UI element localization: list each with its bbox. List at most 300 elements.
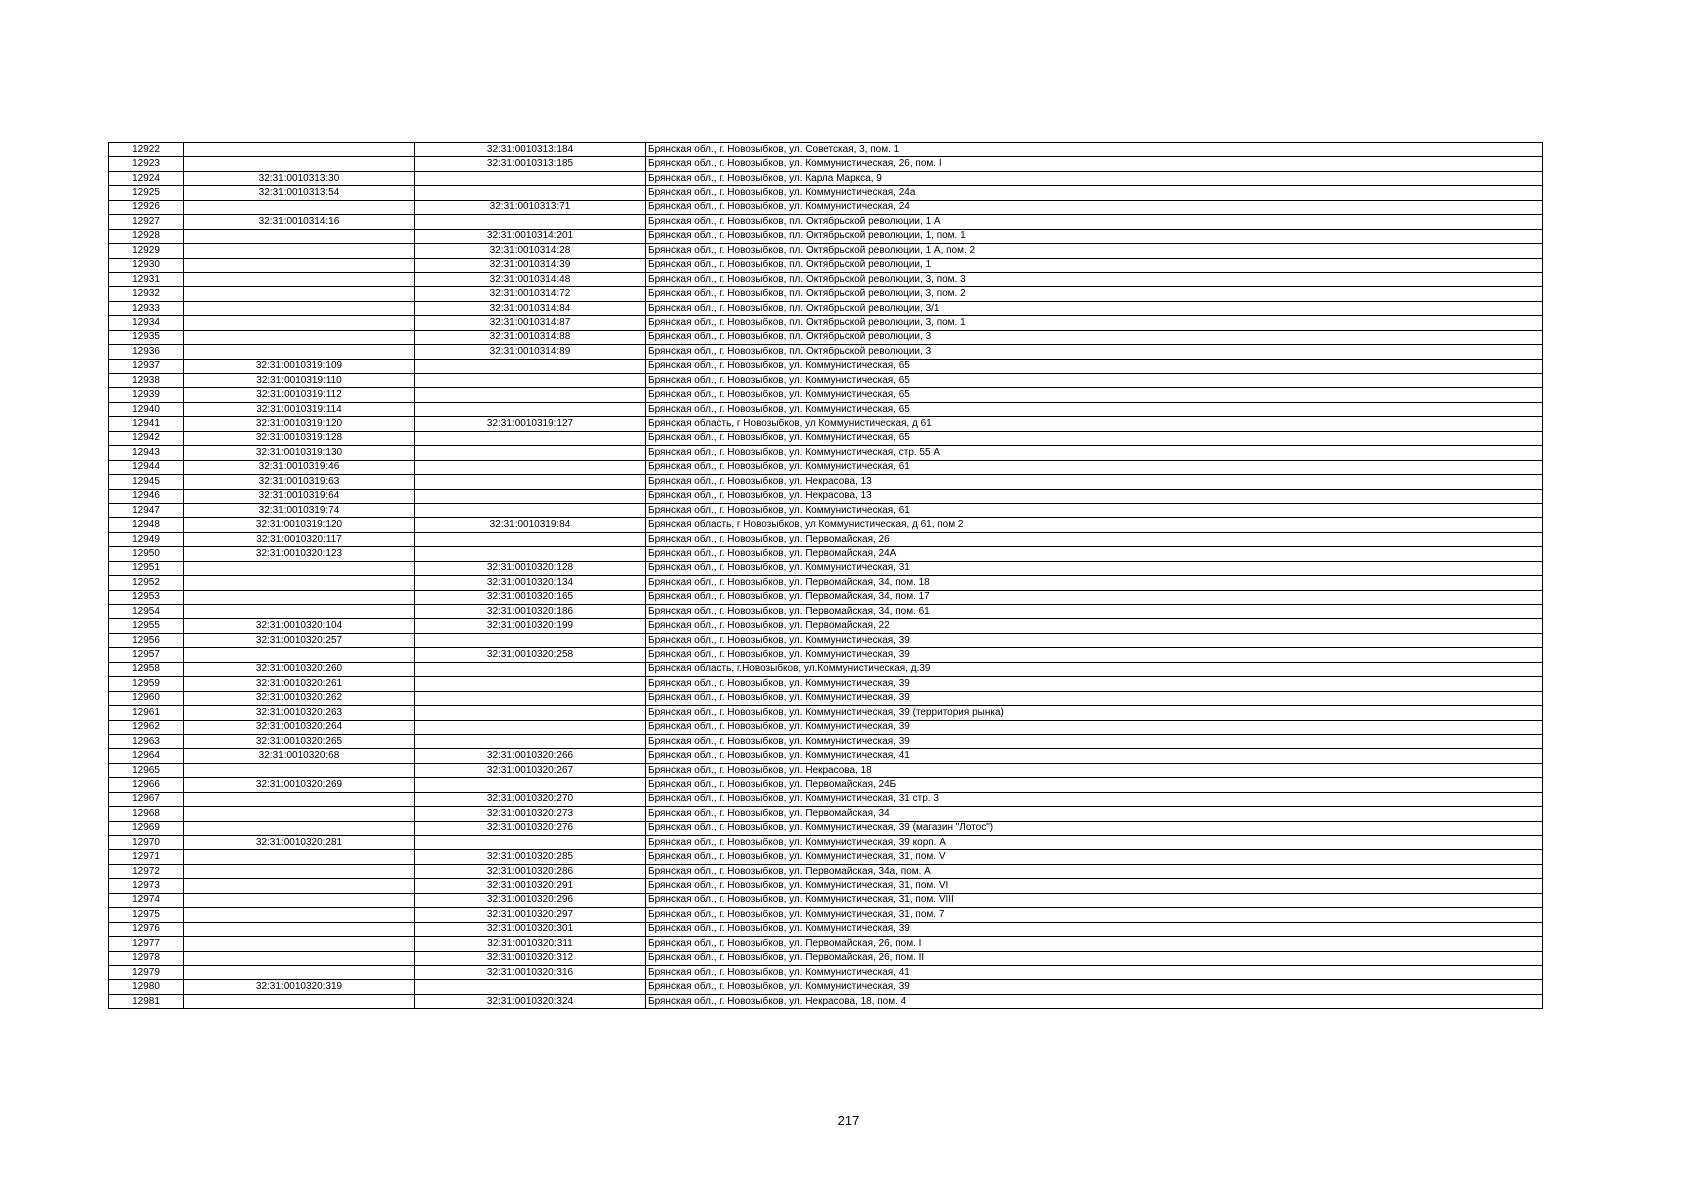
cadastral-number-b-cell: 32:31:0010320:324 (415, 994, 646, 1008)
cadastral-number-b-cell (415, 446, 646, 460)
cadastral-number-b-cell (415, 475, 646, 489)
cadastral-number-a-cell (184, 908, 415, 922)
cadastral-number-a-cell (184, 157, 415, 171)
row-number-cell: 12955 (109, 619, 184, 633)
row-number-cell: 12926 (109, 200, 184, 214)
row-number-cell: 12939 (109, 388, 184, 402)
table-row (109, 807, 1543, 821)
cadastral-number-a-cell (184, 258, 415, 272)
address-cell: Брянская обл., г. Новозыбков, пл. Октябрьской революции, 3 (646, 330, 1543, 344)
row-number-cell: 12946 (109, 489, 184, 503)
cadastral-number-a-cell (184, 272, 415, 286)
cadastral-number-b-cell: 32:31:0010320:266 (415, 749, 646, 763)
cadastral-number-b-cell: 32:31:0010314:87 (415, 316, 646, 330)
cadastral-number-b-cell: 32:31:0010320:273 (415, 807, 646, 821)
address-cell: Брянская обл., г. Новозыбков, ул. Коммунистическая, 61 (646, 503, 1543, 517)
cadastral-number-a-cell: 32:31:0010320:265 (184, 734, 415, 748)
cadastral-number-b-cell: 32:31:0010314:89 (415, 345, 646, 359)
row-number-cell: 12941 (109, 417, 184, 431)
address-cell: Брянская обл., г. Новозыбков, ул. Коммунистическая, 65 (646, 431, 1543, 445)
table-row (109, 850, 1543, 864)
table-row (109, 677, 1543, 691)
address-cell: Брянская обл., г. Новозыбков, ул. Некрасова, 18, пом. 4 (646, 994, 1543, 1008)
cadastral-number-b-cell (415, 778, 646, 792)
cadastral-number-b-cell (415, 662, 646, 676)
row-number-cell: 12936 (109, 345, 184, 359)
cadastral-number-a-cell (184, 807, 415, 821)
address-cell: Брянская обл., г. Новозыбков, ул. Первомайская, 34, пом. 17 (646, 590, 1543, 604)
cadastral-number-a-cell (184, 951, 415, 965)
cadastral-number-b-cell: 32:31:0010313:185 (415, 157, 646, 171)
table-row (109, 388, 1543, 402)
table-row (109, 460, 1543, 474)
cadastral-number-a-cell: 32:31:0010319:120 (184, 518, 415, 532)
cadastral-number-a-cell: 32:31:0010319:46 (184, 460, 415, 474)
table-row (109, 301, 1543, 315)
table-row (109, 417, 1543, 431)
cadastral-number-a-cell: 32:31:0010320:257 (184, 633, 415, 647)
cadastral-number-b-cell (415, 402, 646, 416)
address-cell: Брянская область, г Новозыбков, ул Коммунистическая, д 61 (646, 417, 1543, 431)
address-cell: Брянская обл., г. Новозыбков, ул. Первомайская, 22 (646, 619, 1543, 633)
row-number-cell: 12975 (109, 908, 184, 922)
table-row (109, 706, 1543, 720)
address-cell: Брянская обл., г. Новозыбков, ул. Коммунистическая, 65 (646, 374, 1543, 388)
table-row (109, 402, 1543, 416)
table-row (109, 864, 1543, 878)
table-row (109, 272, 1543, 286)
address-cell: Брянская обл., г. Новозыбков, ул. Коммунистическая, 61 (646, 460, 1543, 474)
table-row (109, 965, 1543, 979)
cadastral-number-b-cell (415, 691, 646, 705)
row-number-cell: 12960 (109, 691, 184, 705)
address-cell: Брянская обл., г. Новозыбков, пл. Октябрьской революции, 1, пом. 1 (646, 229, 1543, 243)
cadastral-number-a-cell: 32:31:0010313:54 (184, 186, 415, 200)
cadastral-number-b-cell: 32:31:0010319:127 (415, 417, 646, 431)
cadastral-number-a-cell (184, 229, 415, 243)
address-cell: Брянская обл., г. Новозыбков, ул. Коммунистическая, 39 (646, 980, 1543, 994)
table-row (109, 431, 1543, 445)
row-number-cell: 12962 (109, 720, 184, 734)
table-row (109, 229, 1543, 243)
row-number-cell: 12947 (109, 503, 184, 517)
cadastral-number-a-cell (184, 287, 415, 301)
row-number-cell: 12938 (109, 374, 184, 388)
cadastral-number-a-cell: 32:31:0010320:68 (184, 749, 415, 763)
row-number-cell: 12945 (109, 475, 184, 489)
page-number: 217 (837, 1113, 860, 1128)
row-number-cell: 12934 (109, 316, 184, 330)
table-row (109, 186, 1543, 200)
cadastral-number-a-cell: 32:31:0010314:16 (184, 215, 415, 229)
table-row (109, 374, 1543, 388)
cadastral-number-a-cell (184, 143, 415, 157)
table-row (109, 171, 1543, 185)
cadastral-number-b-cell: 32:31:0010320:134 (415, 576, 646, 590)
table-row (109, 359, 1543, 373)
address-cell: Брянская обл., г. Новозыбков, ул. Коммунистическая, 31, пом. VI (646, 879, 1543, 893)
row-number-cell: 12932 (109, 287, 184, 301)
row-number-cell: 12967 (109, 792, 184, 806)
cadastral-number-a-cell (184, 330, 415, 344)
table-row (109, 489, 1543, 503)
address-cell: Брянская обл., г. Новозыбков, ул. Коммунистическая, 65 (646, 388, 1543, 402)
cadastral-number-a-cell (184, 994, 415, 1008)
cadastral-number-a-cell (184, 922, 415, 936)
address-cell: Брянская обл., г. Новозыбков, ул. Коммунистическая, 39 (646, 648, 1543, 662)
table-row (109, 633, 1543, 647)
cadastral-number-b-cell (415, 489, 646, 503)
cadastral-number-b-cell: 32:31:0010320:276 (415, 821, 646, 835)
cadastral-number-b-cell: 32:31:0010314:84 (415, 301, 646, 315)
address-cell: Брянская обл., г. Новозыбков, ул. Коммунистическая, 31, пом. VIII (646, 893, 1543, 907)
address-cell: Брянская обл., г. Новозыбков, ул. Коммунистическая, 39 (646, 720, 1543, 734)
table-row (109, 720, 1543, 734)
row-number-cell: 12949 (109, 532, 184, 546)
table-row (109, 200, 1543, 214)
cadastral-number-a-cell: 32:31:0010319:112 (184, 388, 415, 402)
cadastral-number-a-cell: 32:31:0010319:120 (184, 417, 415, 431)
row-number-cell: 12944 (109, 460, 184, 474)
row-number-cell: 12958 (109, 662, 184, 676)
table-row (109, 763, 1543, 777)
cadastral-number-b-cell (415, 460, 646, 474)
cadastral-number-b-cell: 32:31:0010320:186 (415, 605, 646, 619)
row-number-cell: 12924 (109, 171, 184, 185)
cadastral-number-b-cell (415, 431, 646, 445)
table-row (109, 561, 1543, 575)
row-number-cell: 12957 (109, 648, 184, 662)
cadastral-number-a-cell (184, 576, 415, 590)
cadastral-number-b-cell (415, 547, 646, 561)
cadastral-number-a-cell (184, 937, 415, 951)
table-row (109, 316, 1543, 330)
address-cell: Брянская обл., г. Новозыбков, ул. Коммунистическая, 39 (территория рынка) (646, 706, 1543, 720)
cadastral-number-a-cell: 32:31:0010319:110 (184, 374, 415, 388)
table-row (109, 922, 1543, 936)
cadastral-number-a-cell: 32:31:0010313:30 (184, 171, 415, 185)
row-number-cell: 12942 (109, 431, 184, 445)
row-number-cell: 12928 (109, 229, 184, 243)
table-row (109, 475, 1543, 489)
row-number-cell: 12948 (109, 518, 184, 532)
address-cell: Брянская обл., г. Новозыбков, ул. Некрасова, 18 (646, 763, 1543, 777)
address-cell: Брянская обл., г. Новозыбков, ул. Коммунистическая, 39 (646, 734, 1543, 748)
address-cell: Брянская обл., г. Новозыбков, ул. Коммунистическая, 39 корп. А (646, 836, 1543, 850)
cadastral-number-b-cell: 32:31:0010320:296 (415, 893, 646, 907)
cadastral-number-b-cell: 32:31:0010313:184 (415, 143, 646, 157)
row-number-cell: 12978 (109, 951, 184, 965)
address-cell: Брянская область, г Новозыбков, ул Коммунистическая, д 61, пом 2 (646, 518, 1543, 532)
cadastral-number-a-cell: 32:31:0010320:260 (184, 662, 415, 676)
row-number-cell: 12963 (109, 734, 184, 748)
cadastral-number-a-cell: 32:31:0010320:281 (184, 836, 415, 850)
cadastral-number-a-cell: 32:31:0010319:63 (184, 475, 415, 489)
table-row (109, 605, 1543, 619)
row-number-cell: 12965 (109, 763, 184, 777)
cadastral-number-b-cell (415, 215, 646, 229)
row-number-cell: 12933 (109, 301, 184, 315)
table-row (109, 778, 1543, 792)
address-cell: Брянская обл., г. Новозыбков, ул. Коммунистическая, 41 (646, 749, 1543, 763)
cadastral-number-a-cell: 32:31:0010319:109 (184, 359, 415, 373)
cadastral-number-b-cell (415, 171, 646, 185)
cadastral-number-a-cell (184, 965, 415, 979)
table-row (109, 619, 1543, 633)
cadastral-number-a-cell: 32:31:0010320:262 (184, 691, 415, 705)
address-cell: Брянская обл., г. Новозыбков, ул. Коммунистическая, 24 (646, 200, 1543, 214)
row-number-cell: 12927 (109, 215, 184, 229)
cadastral-number-b-cell: 32:31:0010320:312 (415, 951, 646, 965)
cadastral-number-b-cell: 32:31:0010320:267 (415, 763, 646, 777)
row-number-cell: 12956 (109, 633, 184, 647)
address-cell: Брянская обл., г. Новозыбков, ул. Коммунистическая, 31 (646, 561, 1543, 575)
row-number-cell: 12931 (109, 272, 184, 286)
address-cell: Брянская обл., г. Новозыбков, пл. Октябрьской революции, 3, пом. 2 (646, 287, 1543, 301)
row-number-cell: 12922 (109, 143, 184, 157)
address-cell: Брянская обл., г. Новозыбков, ул. Коммунистическая, 39 (646, 922, 1543, 936)
address-cell: Брянская обл., г. Новозыбков, пл. Октябрьской революции, 1 А, пом. 2 (646, 244, 1543, 258)
cadastral-number-b-cell: 32:31:0010314:48 (415, 272, 646, 286)
address-cell: Брянская обл., г. Новозыбков, ул. Советская, 3, пом. 1 (646, 143, 1543, 157)
cadastral-number-b-cell (415, 359, 646, 373)
cadastral-number-a-cell (184, 200, 415, 214)
table-row (109, 908, 1543, 922)
cadastral-number-b-cell: 32:31:0010320:258 (415, 648, 646, 662)
table-row (109, 143, 1543, 157)
cadastral-number-a-cell: 32:31:0010320:117 (184, 532, 415, 546)
cadastral-number-a-cell (184, 301, 415, 315)
table-row (109, 258, 1543, 272)
cadastral-number-a-cell: 32:31:0010320:263 (184, 706, 415, 720)
cadastral-number-b-cell (415, 374, 646, 388)
cadastral-number-b-cell (415, 532, 646, 546)
address-cell: Брянская обл., г. Новозыбков, пл. Октябрьской революции, 3, пом. 3 (646, 272, 1543, 286)
table-row (109, 648, 1543, 662)
cadastral-number-b-cell: 32:31:0010314:39 (415, 258, 646, 272)
cadastral-number-a-cell: 32:31:0010320:269 (184, 778, 415, 792)
cadastral-number-b-cell (415, 677, 646, 691)
table-row (109, 792, 1543, 806)
address-cell: Брянская обл., г. Новозыбков, пл. Октябрьской революции, 1 А (646, 215, 1543, 229)
table-row (109, 994, 1543, 1008)
address-cell: Брянская обл., г. Новозыбков, ул. Коммунистическая, 39 (646, 677, 1543, 691)
table-row (109, 518, 1543, 532)
cadastral-number-a-cell: 32:31:0010319:114 (184, 402, 415, 416)
address-cell: Брянская обл., г. Новозыбков, пл. Октябрьской революции, 3/1 (646, 301, 1543, 315)
address-cell: Брянская обл., г. Новозыбков, ул. Коммунистическая, 31 стр. 3 (646, 792, 1543, 806)
row-number-cell: 12974 (109, 893, 184, 907)
table-row (109, 937, 1543, 951)
row-number-cell: 12943 (109, 446, 184, 460)
cadastral-number-a-cell: 32:31:0010320:104 (184, 619, 415, 633)
table-row (109, 893, 1543, 907)
address-cell: Брянская обл., г. Новозыбков, ул. Первомайская, 24А (646, 547, 1543, 561)
table-row (109, 749, 1543, 763)
row-number-cell: 12973 (109, 879, 184, 893)
cadastral-number-a-cell: 32:31:0010320:261 (184, 677, 415, 691)
row-number-cell: 12976 (109, 922, 184, 936)
address-cell: Брянская обл., г. Новозыбков, ул. Коммунистическая, 65 (646, 359, 1543, 373)
row-number-cell: 12954 (109, 605, 184, 619)
cadastral-number-a-cell (184, 605, 415, 619)
address-cell: Брянская обл., г. Новозыбков, ул. Коммунистическая, 31, пом. V (646, 850, 1543, 864)
row-number-cell: 12961 (109, 706, 184, 720)
address-cell: Брянская обл., г. Новозыбков, ул. Карла Маркса, 9 (646, 171, 1543, 185)
cadastral-number-b-cell: 32:31:0010320:128 (415, 561, 646, 575)
row-number-cell: 12968 (109, 807, 184, 821)
cadastral-number-b-cell: 32:31:0010319:84 (415, 518, 646, 532)
cadastral-number-b-cell (415, 186, 646, 200)
table-row (109, 446, 1543, 460)
address-cell: Брянская область, г.Новозыбков, ул.Коммунистическая, д.39 (646, 662, 1543, 676)
row-number-cell: 12970 (109, 836, 184, 850)
row-number-cell: 12930 (109, 258, 184, 272)
cadastral-number-a-cell (184, 893, 415, 907)
table-row (109, 215, 1543, 229)
cadastral-number-a-cell (184, 590, 415, 604)
table-row (109, 821, 1543, 835)
address-cell: Брянская обл., г. Новозыбков, ул. Коммунистическая, 41 (646, 965, 1543, 979)
row-number-cell: 12980 (109, 980, 184, 994)
cadastral-number-b-cell (415, 980, 646, 994)
cadastral-number-a-cell (184, 561, 415, 575)
row-number-cell: 12953 (109, 590, 184, 604)
table-row (109, 590, 1543, 604)
row-number-cell: 12971 (109, 850, 184, 864)
table-row (109, 503, 1543, 517)
document-table (108, 142, 1543, 1009)
address-cell: Брянская обл., г. Новозыбков, ул. Первомайская, 34, пом. 18 (646, 576, 1543, 590)
table-row (109, 691, 1543, 705)
address-cell: Брянская обл., г. Новозыбков, ул. Коммунистическая, 65 (646, 402, 1543, 416)
row-number-cell: 12935 (109, 330, 184, 344)
table-row (109, 157, 1543, 171)
cadastral-number-a-cell: 32:31:0010320:319 (184, 980, 415, 994)
cadastral-number-a-cell: 32:31:0010319:64 (184, 489, 415, 503)
address-cell: Брянская обл., г. Новозыбков, ул. Первомайская, 34, пом. 61 (646, 605, 1543, 619)
cadastral-number-a-cell: 32:31:0010319:130 (184, 446, 415, 460)
row-number-cell: 12977 (109, 937, 184, 951)
address-cell: Брянская обл., г. Новозыбков, ул. Коммунистическая, 26, пом. I (646, 157, 1543, 171)
address-cell: Брянская обл., г. Новозыбков, ул. Первомайская, 24Б (646, 778, 1543, 792)
address-cell: Брянская обл., г. Новозыбков, ул. Первомайская, 34а, пом. А (646, 864, 1543, 878)
row-number-cell: 12964 (109, 749, 184, 763)
table-row (109, 547, 1543, 561)
cadastral-number-b-cell (415, 720, 646, 734)
table-row (109, 662, 1543, 676)
table-row (109, 244, 1543, 258)
address-cell: Брянская обл., г. Новозыбков, ул. Первомайская, 34 (646, 807, 1543, 821)
cadastral-number-a-cell (184, 763, 415, 777)
cadastral-number-b-cell: 32:31:0010314:201 (415, 229, 646, 243)
address-cell: Брянская обл., г. Новозыбков, ул. Первомайская, 26 (646, 532, 1543, 546)
cadastral-number-b-cell: 32:31:0010314:28 (415, 244, 646, 258)
cadastral-number-b-cell: 32:31:0010320:301 (415, 922, 646, 936)
cadastral-number-b-cell: 32:31:0010320:165 (415, 590, 646, 604)
address-cell: Брянская обл., г. Новозыбков, ул. Первомайская, 26, пом. II (646, 951, 1543, 965)
row-number-cell: 12952 (109, 576, 184, 590)
cadastral-number-a-cell (184, 864, 415, 878)
cadastral-number-b-cell: 32:31:0010320:285 (415, 850, 646, 864)
address-cell: Брянская обл., г. Новозыбков, ул. Некрасова, 13 (646, 475, 1543, 489)
cadastral-number-b-cell: 32:31:0010314:72 (415, 287, 646, 301)
cadastral-number-a-cell (184, 821, 415, 835)
address-cell: Брянская обл., г. Новозыбков, пл. Октябрьской революции, 1 (646, 258, 1543, 272)
address-cell: Брянская обл., г. Новозыбков, ул. Коммунистическая, стр. 55 А (646, 446, 1543, 460)
table-row (109, 734, 1543, 748)
row-number-cell: 12969 (109, 821, 184, 835)
address-cell: Брянская обл., г. Новозыбков, пл. Октябрьской революции, 3 (646, 345, 1543, 359)
row-number-cell: 12966 (109, 778, 184, 792)
address-cell: Брянская обл., г. Новозыбков, ул. Коммунистическая, 24а (646, 186, 1543, 200)
address-cell: Брянская обл., г. Новозыбков, пл. Октябрьской революции, 3, пом. 1 (646, 316, 1543, 330)
row-number-cell: 12972 (109, 864, 184, 878)
row-number-cell: 12951 (109, 561, 184, 575)
cadastral-number-b-cell: 32:31:0010320:199 (415, 619, 646, 633)
cadastral-number-b-cell: 32:31:0010320:297 (415, 908, 646, 922)
cadastral-number-a-cell: 32:31:0010320:123 (184, 547, 415, 561)
row-number-cell: 12979 (109, 965, 184, 979)
row-number-cell: 12981 (109, 994, 184, 1008)
cadastral-number-b-cell: 32:31:0010313:71 (415, 200, 646, 214)
cadastral-number-b-cell (415, 503, 646, 517)
cadastral-number-b-cell: 32:31:0010320:316 (415, 965, 646, 979)
table-row (109, 576, 1543, 590)
table-row (109, 287, 1543, 301)
cadastral-number-b-cell: 32:31:0010320:291 (415, 879, 646, 893)
cadastral-number-b-cell: 32:31:0010314:88 (415, 330, 646, 344)
row-number-cell: 12923 (109, 157, 184, 171)
address-cell: Брянская обл., г. Новозыбков, ул. Коммунистическая, 39 (646, 691, 1543, 705)
table-body (109, 143, 1543, 1009)
cadastral-number-b-cell: 32:31:0010320:311 (415, 937, 646, 951)
row-number-cell: 12950 (109, 547, 184, 561)
cadastral-number-b-cell: 32:31:0010320:270 (415, 792, 646, 806)
cadastral-number-b-cell: 32:31:0010320:286 (415, 864, 646, 878)
cadastral-number-b-cell (415, 836, 646, 850)
cadastral-number-a-cell (184, 316, 415, 330)
row-number-cell: 12937 (109, 359, 184, 373)
cadastral-number-b-cell (415, 734, 646, 748)
row-number-cell: 12940 (109, 402, 184, 416)
address-cell: Брянская обл., г. Новозыбков, ул. Коммунистическая, 31, пом. 7 (646, 908, 1543, 922)
row-number-cell: 12929 (109, 244, 184, 258)
address-cell: Брянская обл., г. Новозыбков, ул. Первомайская, 26, пом. I (646, 937, 1543, 951)
cadastral-number-a-cell (184, 850, 415, 864)
address-cell: Брянская обл., г. Новозыбков, ул. Коммунистическая, 39 (646, 633, 1543, 647)
table-row (109, 951, 1543, 965)
cadastral-number-a-cell: 32:31:0010320:264 (184, 720, 415, 734)
cadastral-number-a-cell (184, 244, 415, 258)
cadastral-number-a-cell (184, 792, 415, 806)
cadastral-number-a-cell: 32:31:0010319:128 (184, 431, 415, 445)
cadastral-number-a-cell: 32:31:0010319:74 (184, 503, 415, 517)
address-cell: Брянская обл., г. Новозыбков, ул. Коммунистическая, 39 (магазин "Лотос") (646, 821, 1543, 835)
table-row (109, 980, 1543, 994)
table-row (109, 532, 1543, 546)
table-row (109, 879, 1543, 893)
cadastral-number-b-cell (415, 633, 646, 647)
table-row (109, 836, 1543, 850)
cadastral-number-b-cell (415, 388, 646, 402)
address-cell: Брянская обл., г. Новозыбков, ул. Некрасова, 13 (646, 489, 1543, 503)
cadastral-number-b-cell (415, 706, 646, 720)
cadastral-number-a-cell (184, 345, 415, 359)
row-number-cell: 12959 (109, 677, 184, 691)
table-row (109, 330, 1543, 344)
row-number-cell: 12925 (109, 186, 184, 200)
